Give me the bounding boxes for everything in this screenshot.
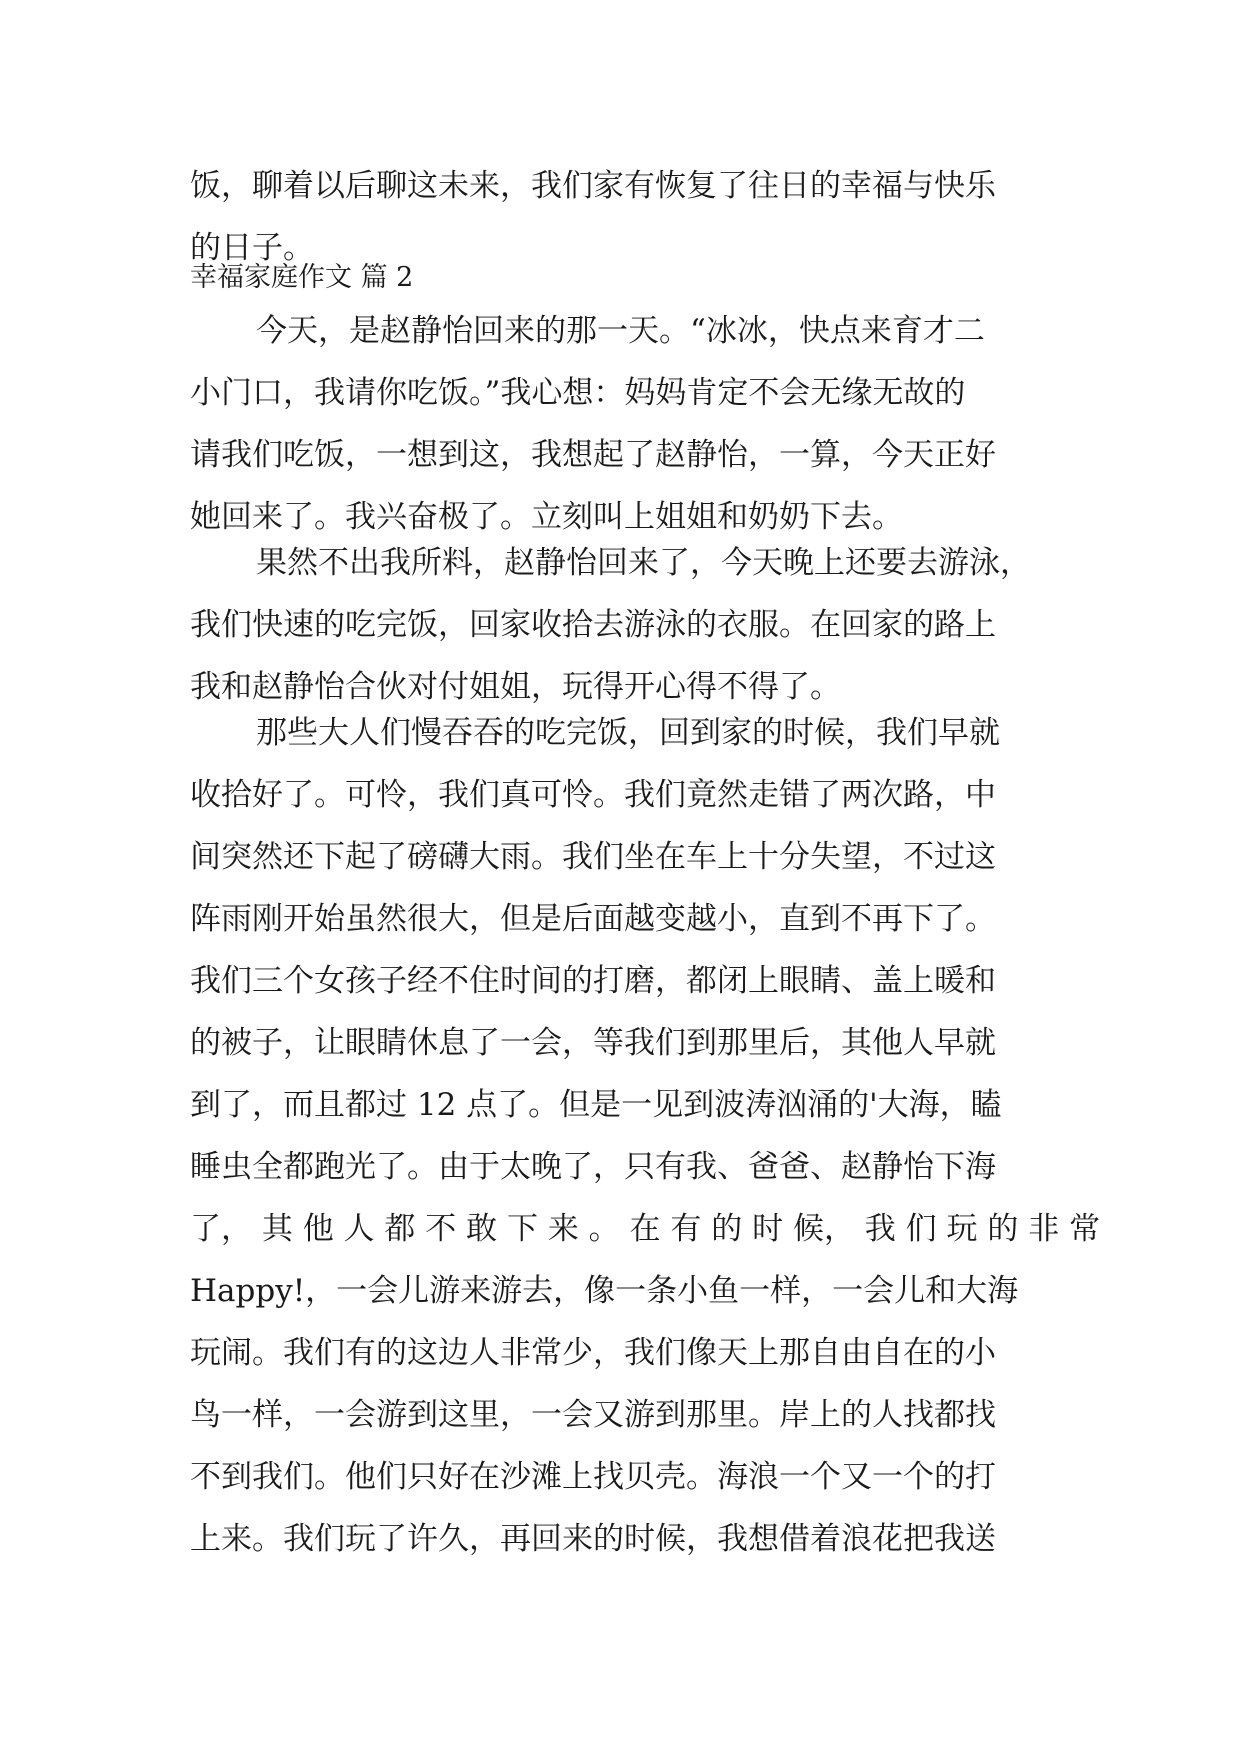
section-heading: 幸福家庭作文 篇 2 [190, 262, 414, 293]
text-line: 鸟一样，一会游到这里，一会又游到那里。岸上的人找都找 [190, 1397, 996, 1433]
text-line: 今天，是赵静怡回来的那一天。“冰冰，快点来育才二 [256, 313, 985, 349]
text-line: 的日子。 [190, 230, 314, 266]
text-line: 收拾好了。可怜，我们真可怜。我们竟然走错了两次路，中 [190, 777, 996, 813]
text-line: 那些大人们慢吞吞的吃完饭，回到家的时候，我们早就 [256, 715, 1000, 751]
paragraph-1 [190, 300, 1070, 548]
text-line: Happy!，一会儿游来游去，像一条小鱼一样，一会儿和大海 [190, 1273, 1019, 1309]
text-line: 我们快速的吃完饭，回家收拾去游泳的衣服。在回家的路上 [190, 607, 996, 643]
paragraph-2 [190, 532, 1070, 718]
text-line: 了， 其 他 人 都 不 敢 下 来 。 在 有 的 时 候， 我 们 玩 的 非 常 [190, 1211, 1101, 1247]
paragraph-3 [190, 702, 1101, 1570]
text-line: 她回来了。我兴奋极了。立刻叫上姐姐和奶奶下去。 [190, 499, 903, 535]
text-line: 请我们吃饭，一想到这，我想起了赵静怡，一算，今天正好 [190, 437, 996, 473]
text-line: 我和赵静怡合伙对付姐姐，玩得开心得不得了。 [190, 669, 841, 705]
text-line: 不到我们。他们只好在沙滩上找贝壳。海浪一个又一个的打 [190, 1459, 996, 1495]
text-line: 的被子，让眼睛休息了一会，等我们到那里后，其他人早就 [190, 1025, 996, 1061]
text-line: 阵雨刚开始虽然很大，但是后面越变越小，直到不再下了。 [190, 901, 996, 937]
text-line: 上来。我们玩了许久，再回来的时候，我想借着浪花把我送 [190, 1521, 996, 1557]
text-line: 到了，而且都过 12 点了。但是一见到波涛汹涌的'大海，瞌 [190, 1087, 1002, 1123]
text-line: 果然不出我所料，赵静怡回来了，今天晚上还要去游泳， [256, 545, 1031, 581]
text-line: 睡虫全都跑光了。由于太晚了，只有我、爸爸、赵静怡下海 [190, 1149, 996, 1185]
text-line: 我们三个女孩子经不住时间的打磨，都闭上眼睛、盖上暖和 [190, 963, 996, 999]
text-line: 小门口，我请你吃饭。”我心想：妈妈肯定不会无缘无故的 [190, 375, 966, 411]
text-line: 饭，聊着以后聊这未来，我们家有恢复了往日的幸福与快乐 [190, 168, 996, 204]
text-line: 玩闹。我们有的这边人非常少，我们像天上那自由自在的小 [190, 1335, 996, 1371]
text-line: 间突然还下起了磅礴大雨。我们坐在车上十分失望，不过这 [190, 839, 996, 875]
